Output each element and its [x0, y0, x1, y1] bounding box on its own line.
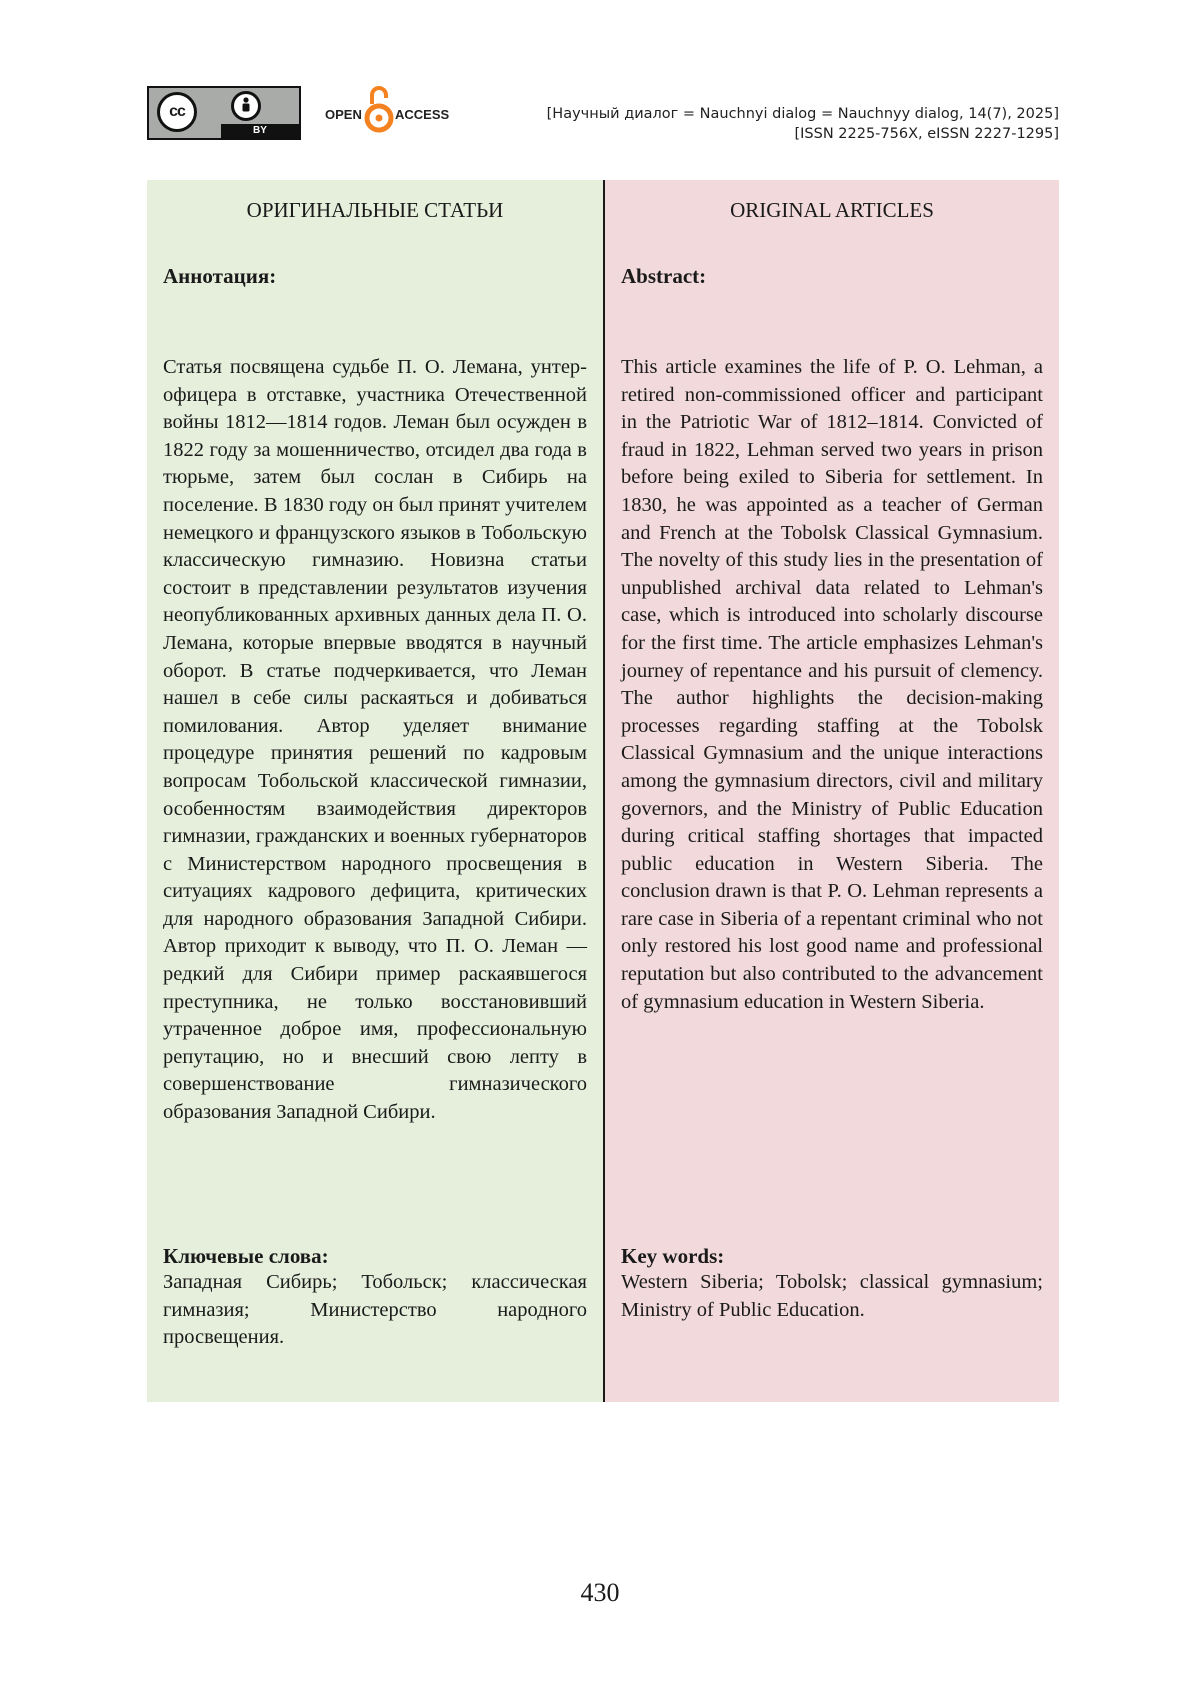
open-access-lock-icon [363, 84, 395, 136]
keywords-text-ru: Западная Сибирь; Тобольск; классическая гимназия; Министерство народного просвещения. [163, 1271, 587, 1349]
keywords-label-ru: Ключевые слова: [163, 1244, 329, 1268]
access-label: ACCESS [395, 107, 450, 122]
russian-column [147, 180, 603, 1402]
cc-icon: cc [157, 92, 197, 132]
cc-by-license-badge[interactable] [147, 86, 301, 140]
citation-line-2: [ISSN 2225-756X, eISSN 2227-1295] [794, 126, 1059, 142]
section-title-ru: ОРИГИНАЛЬНЫЕ СТАТЬИ [246, 198, 504, 222]
abstract-label-ru: Аннотация: [163, 264, 277, 288]
keywords-label-en: Key words: [621, 1244, 725, 1268]
citation-line-1: [Научный диалог = Nauchnyi dialog = Nauchnyy dialog, 14(7), 2025] [546, 106, 1059, 122]
keywords-text-en: Western Siberia; Tobolsk; classical gymnasium; Ministry of Public Education. [621, 1271, 1043, 1321]
license-by-label: BY [221, 124, 299, 138]
open-access-logo [317, 84, 467, 144]
page-header [147, 84, 1059, 144]
section-title-en: ORIGINAL ARTICLES [730, 198, 934, 222]
person-icon [231, 91, 261, 121]
abstract-text-ru: Статья посвящена судьбе П. О. Лемана, унтер-офицера в отставке, участника Отечественной войны 1812—1814 годов. Леман был осужден в 1822 году за мошенничество, отсидел два года в тюрьме, затем был сослан в Сибирь на поселение. В 1830 году он был принят учителем немецкого и французского языков в Тобольскую классическую гимназию. Новизна статьи состоит в представлении результатов изучения неопубликованных архивных данных дела П. О. Лемана, которые впервые вводятся в научный оборот. В статье подчеркивается, что Леман нашел в себе силы раскаяться и добиваться помилования. Автор уделяет внимание процедуре принятия решений по кадровым вопросам Тобольской классической гимназии, особенностям взаимодействия директоров гимназии, гражданских и военных губернаторов с Министерством народного просвещения в ситуациях кадрового дефицита, критических для народного образования Западной Сибири. Автор приходит к выводу, что П. О. Леман — редкий для Сибири пример раскаявшегося преступника, не только восстановивший утраченное доброе имя, профессиональную репутацию, но и внесший свою лепту в совершенствование гимназического образования Западной Сибири. [163, 356, 587, 1124]
abstract-text-en: This article examines the life of P. O. Lehman, a retired non-commissioned officer and participant in the Patriotic War of 1812–1814. Convicted of fraud in 1822, Lehman served two years in prison before being exiled to Siberia for settlement. In 1830, he was appointed as a teacher of German and French at the Tobolsk Classical Gymnasium. The novelty of this study lies in the presentation of unpublished archival data related to Lehman's case, which is introduced into scholarly discourse for the first time. The article emphasizes Lehman's journey of repentance and his pursuit of clemency. The author highlights the decision-making processes regarding staffing at the Tobolsk Classical Gymnasium and the unique interactions among the gymnasium directors, civil and military governors, and the Ministry of Public Education during critical staffing shortages that impacted public education in Western Siberia. The conclusion drawn is that P. O. Lehman represents a rare case in Siberia of a repentant criminal who not only restored his lost good name and professional reputation but also contributed to the advancement of gymnasium education in Western Siberia. [621, 356, 1043, 1013]
journal-citation [547, 104, 1059, 144]
abstract-label-en: Abstract: [621, 264, 707, 288]
keywords-block-ru [163, 1243, 587, 1352]
open-label: OPEN [325, 107, 362, 122]
page-number: 430 [580, 1578, 620, 1607]
english-column [605, 180, 1059, 1402]
keywords-block-en [621, 1243, 1043, 1324]
